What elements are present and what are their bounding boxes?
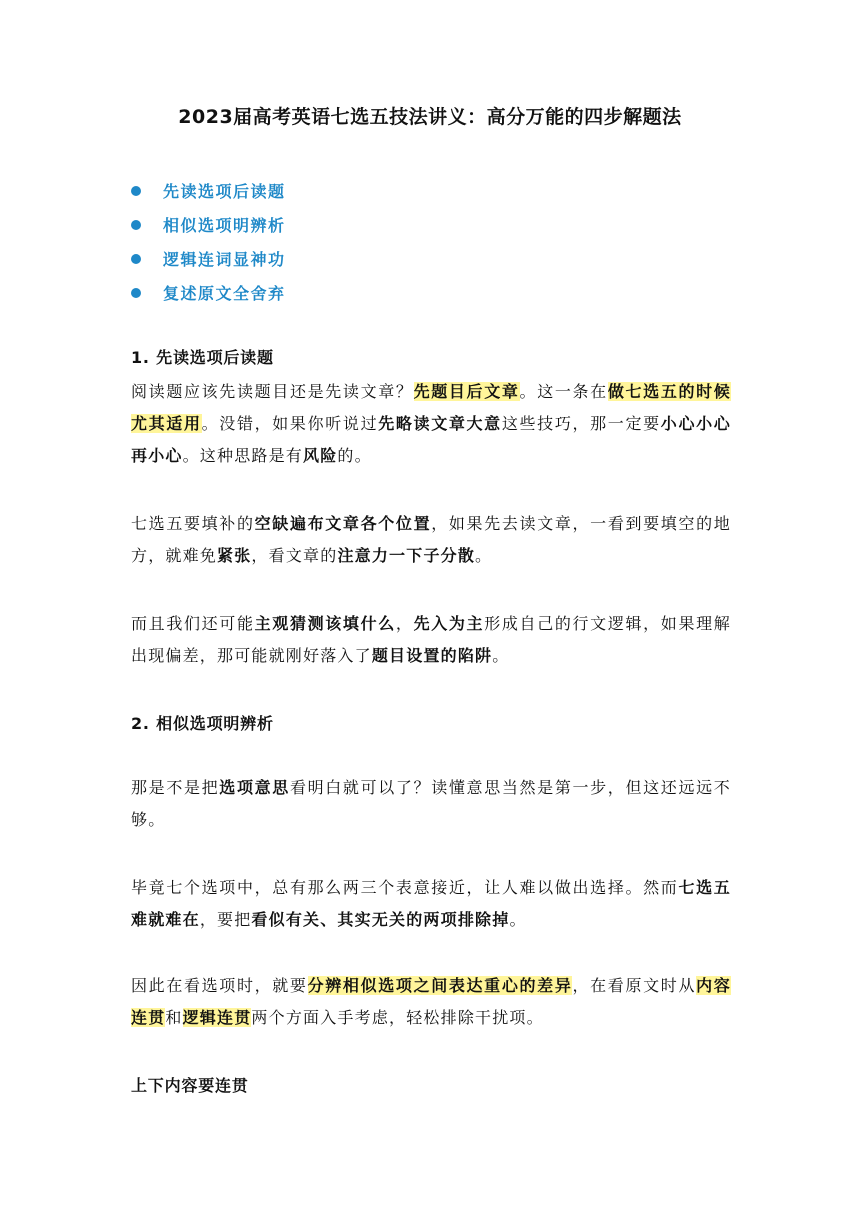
bold-text: 先入为主 <box>413 614 485 633</box>
highlighted-text: 逻辑连贯 <box>182 1008 252 1027</box>
section-heading: 2. 相似选项明辨析 <box>131 714 274 733</box>
toc-item <box>131 280 286 314</box>
text-run: 的。 <box>337 446 372 465</box>
bullet-icon <box>131 254 141 264</box>
text-run: 看明白就可以了？读懂意思当然是第一步，但这还远远不够。 <box>131 778 731 829</box>
bullet-icon <box>131 220 141 230</box>
paragraph <box>131 872 731 936</box>
toc-item <box>131 178 286 212</box>
paragraph <box>131 376 731 472</box>
toc-item <box>131 212 286 246</box>
paragraph <box>131 608 731 672</box>
bold-text: 小心小心再小心 <box>131 414 731 465</box>
text-run: 而且我们还可能 <box>131 614 255 633</box>
text-run: 和 <box>165 1008 183 1027</box>
bold-text: 主观猜测该填什么 <box>254 614 396 633</box>
text-run: 这些技巧，那一定要 <box>501 414 661 433</box>
text-run: ，看文章的 <box>251 546 338 565</box>
text-run: 。 <box>475 546 493 565</box>
subsection-heading: 上下内容要连贯 <box>131 1076 249 1095</box>
text-run: ， <box>395 614 414 633</box>
toc-item-label: 复述原文全舍弃 <box>163 284 286 303</box>
text-run: 阅读题应该先读题目还是先读文章？ <box>131 382 414 401</box>
text-run: 因此在看选项时，就要 <box>131 976 308 995</box>
toc-item-label: 相似选项明辨析 <box>163 216 286 235</box>
bold-text: 选项意思 <box>219 778 290 797</box>
text-run: 七选五要填补的 <box>131 514 255 533</box>
highlighted-text: 分辨相似选项之间表达重心的差异 <box>307 976 573 995</box>
toc-item-label: 逻辑连词显神功 <box>163 250 286 269</box>
highlighted-text: 内容连贯 <box>131 976 731 1027</box>
text-run: 两个方面入手考虑，轻松排除干扰项。 <box>251 1008 544 1027</box>
highlighted-text: 做七选五的时候尤其适用 <box>131 382 732 433</box>
text-run: 形成自己的行文逻辑，如果理解出现偏差，那可能就刚好落入了 <box>131 614 731 665</box>
text-run: 那是不是把 <box>131 778 220 797</box>
bullet-icon <box>131 186 141 196</box>
bold-text: 风险 <box>303 446 338 465</box>
toc-list <box>131 178 286 314</box>
paragraph <box>131 508 731 572</box>
text-run: 。没错，如果你听说过 <box>201 414 379 433</box>
bold-text: 空缺遍布文章各个位置 <box>254 514 432 533</box>
text-run: 。这一条在 <box>519 382 608 401</box>
paragraph <box>131 970 731 1034</box>
toc-item <box>131 246 286 280</box>
bold-text: 看似有关、其实无关的两项排除掉 <box>251 910 510 929</box>
bold-text: 紧张 <box>217 546 252 565</box>
text-run: 。 <box>492 646 510 665</box>
bold-text: 先略读文章大意 <box>378 414 502 433</box>
bold-text: 七选五难就难在 <box>131 878 731 929</box>
text-run: ，在看原文时从 <box>572 976 697 995</box>
paragraph <box>131 772 731 836</box>
text-run: ，如果先去读文章，一看到要填空的地方，就难免 <box>131 514 731 565</box>
highlighted-text: 先题目后文章 <box>413 382 520 401</box>
bullet-icon <box>131 288 141 298</box>
text-run: ，要把 <box>199 910 252 929</box>
bold-text: 注意力一下子分散 <box>337 546 476 565</box>
text-run: 。这种思路是有 <box>182 446 304 465</box>
page-title: 2023届高考英语七选五技法讲义：高分万能的四步解题法 <box>178 106 682 128</box>
text-run: 。 <box>509 910 527 929</box>
section-heading: 1. 先读选项后读题 <box>131 348 274 367</box>
bold-text: 题目设置的陷阱 <box>371 646 493 665</box>
text-run: 毕竟七个选项中，总有那么两三个表意接近，让人难以做出选择。然而 <box>131 878 679 897</box>
toc-item-label: 先读选项后读题 <box>163 182 286 201</box>
